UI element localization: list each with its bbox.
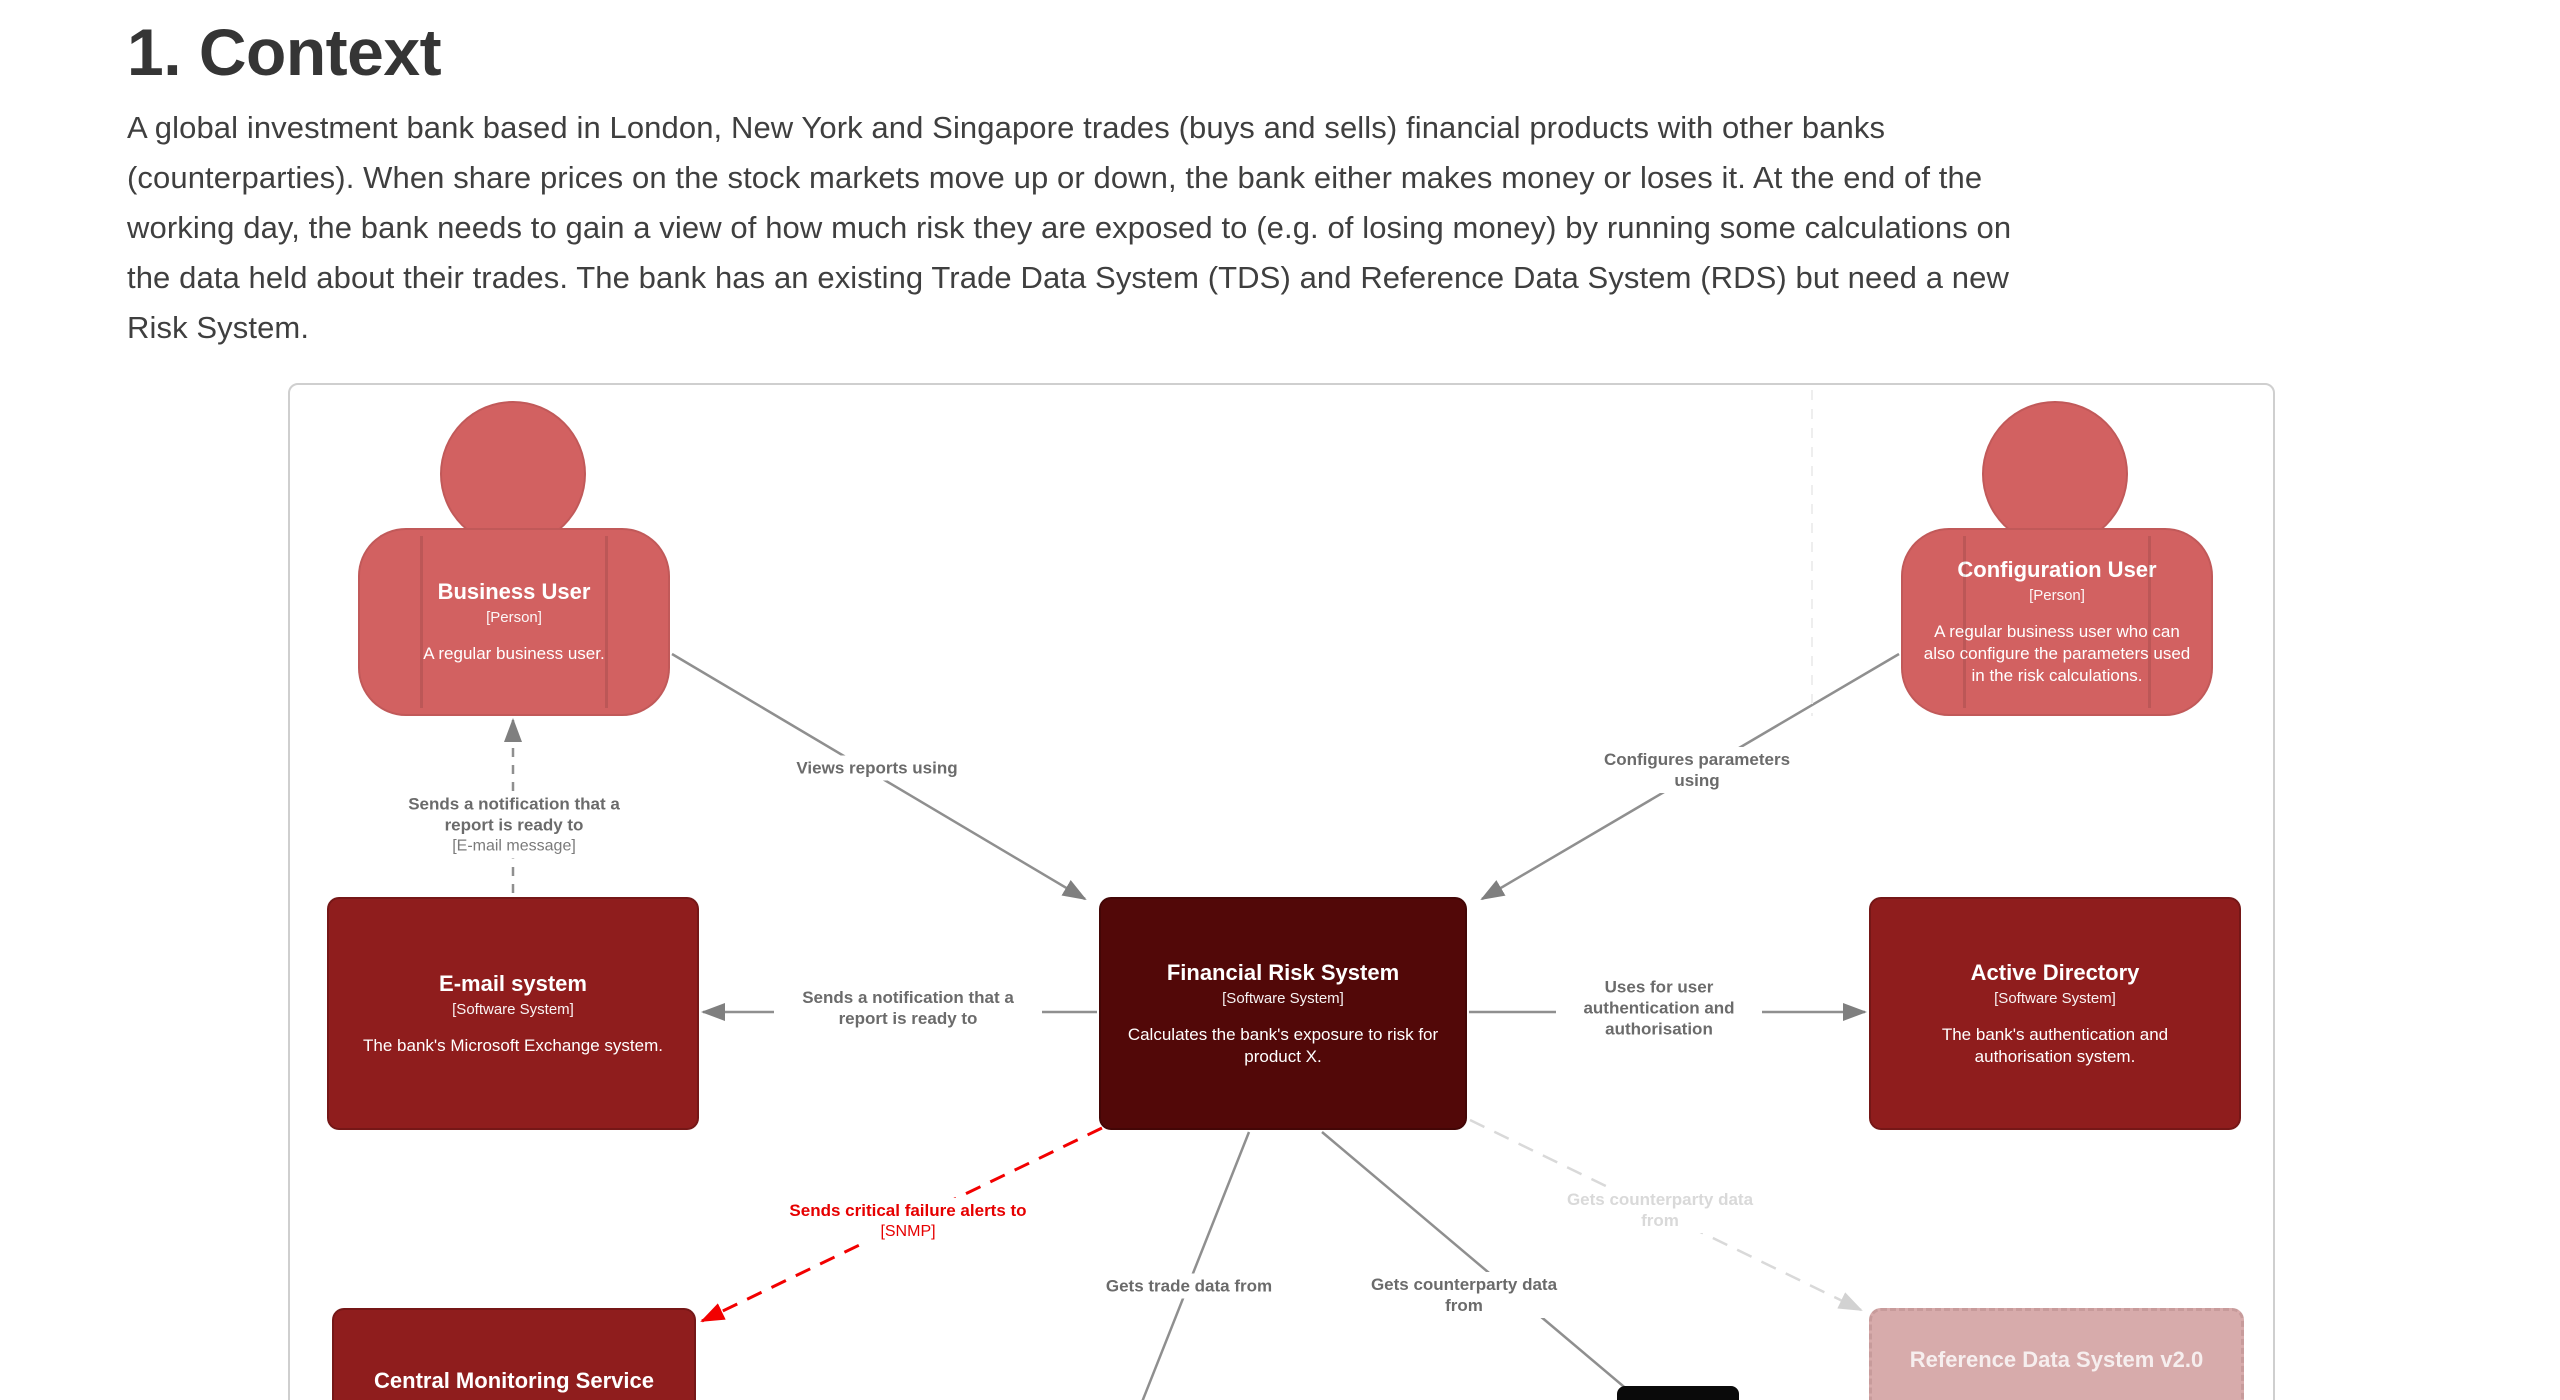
relationship-label-frs-to-tds (1098, 1274, 1280, 1299)
arrow-frs-to-tds (1142, 1132, 1249, 1400)
element-active-directory (1869, 897, 2241, 1130)
arrow-frs-to-rds (1322, 1132, 1642, 1400)
element-name: Active Directory (1970, 959, 2140, 985)
element-name: Reference Data System v2.0 (1909, 1347, 2204, 1372)
relationship-text: Gets trade data from (1105, 1276, 1273, 1296)
relationship-text: Sends a notification that a report is ready to (408, 794, 620, 835)
element-reference-data-system-v2 (1869, 1308, 2244, 1400)
element-name: E-mail system (439, 970, 587, 996)
page-title: 1. Context (127, 15, 442, 89)
element-description: Calculates the bank's exposure to risk for product X. (1127, 1024, 1439, 1066)
element-description: A regular business user. (423, 644, 605, 663)
relationship-label-email-to-user (380, 792, 648, 859)
context-paragraph-line: working day, the bank needs to gain a view of how much risk they are exposed to (e.g. of losing money) by running some calculations on (127, 210, 2012, 245)
element-type: [Person] (486, 609, 542, 626)
configuration-user-head (1982, 401, 2128, 547)
relationship-technology: [SNMP] (880, 1223, 936, 1240)
element-central-monitoring-service (332, 1308, 696, 1400)
element-financial-risk-system (1099, 897, 1467, 1130)
bottom-overlay-pill (1617, 1386, 1739, 1400)
relationship-text: Sends a notification that a report is ready to (802, 988, 1014, 1028)
element-description: A regular business user who can also configure the parameters used in the risk calculations. (1923, 622, 2191, 685)
element-type: [Person] (2029, 587, 2085, 604)
element-name: Financial Risk System (1166, 959, 1400, 985)
relationship-technology: [E-mail message] (452, 837, 576, 855)
person-arm (605, 536, 608, 708)
business-user-head (440, 401, 586, 547)
context-diagram (288, 383, 2275, 1400)
relationship-text: Sends critical failure alerts to (789, 1201, 1027, 1220)
element-type: [Software System] (1994, 989, 2116, 1007)
relationship-label-frs-to-rds (1349, 1272, 1580, 1318)
person-arm (420, 536, 423, 708)
element-type: [Software System] (452, 1000, 574, 1018)
relationship-text: Configures parameters using (1603, 750, 1791, 790)
relationship-label-configures-parameters (1582, 747, 1813, 793)
relationship-text: Uses for user authentication and authorisation (1583, 977, 1735, 1039)
relationship-text: Views reports using (796, 758, 958, 778)
relationship-text: Gets counterparty data from (1370, 1275, 1558, 1315)
element-description: The bank's authentication and authorisation system. (1941, 1024, 2169, 1066)
element-description: The bank's Microsoft Exchange system. (363, 1035, 663, 1055)
relationship-label-frs-to-rds-v2 (1545, 1187, 1776, 1233)
person-arm (2148, 536, 2151, 708)
context-paragraph-line: A global investment bank based in London, New York and Singapore trades (buys and sells) financial products with other banks (127, 110, 1886, 145)
relationship-label-frs-to-ad (1556, 975, 1762, 1042)
element-name: Central Monitoring Service (374, 1368, 654, 1393)
element-business-user (358, 528, 670, 716)
context-paragraph-line: Risk System. (127, 310, 310, 345)
element-name: Configuration User (1957, 557, 2157, 582)
relationship-label-views-reports (788, 756, 965, 781)
person-arm (1963, 536, 1966, 708)
relationship-label-frs-to-email (774, 985, 1042, 1031)
element-email-system (327, 897, 699, 1130)
context-paragraph-line: (counterparties). When share prices on the stock markets move up or down, the bank either makes money or loses it. At the end of the (127, 160, 1983, 195)
relationship-label-frs-to-cms (781, 1198, 1034, 1244)
context-paragraph-line: the data held about their trades. The bank has an existing Trade Data System (TDS) and Reference Data System (RDS) but need a new (127, 260, 2009, 295)
element-type: [Software System] (1222, 989, 1344, 1007)
relationship-text: Gets counterparty data from (1566, 1190, 1754, 1230)
element-name: Business User (437, 579, 591, 604)
element-configuration-user (1901, 528, 2213, 716)
